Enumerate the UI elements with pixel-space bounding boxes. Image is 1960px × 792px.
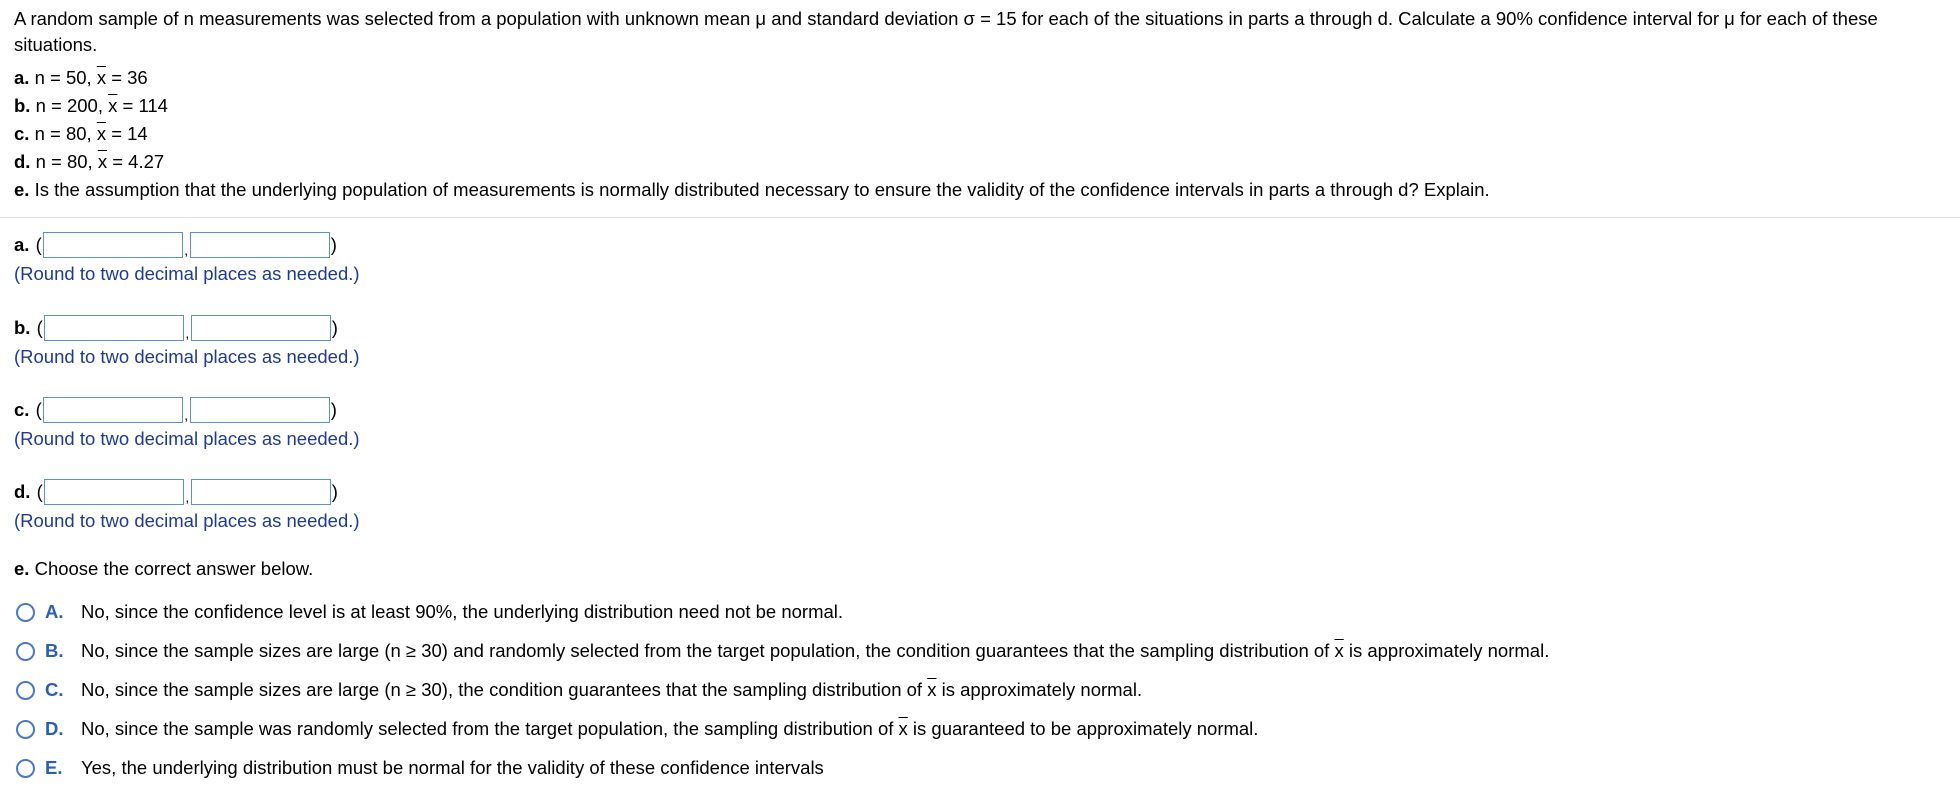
comma-separator: , bbox=[185, 325, 190, 341]
part-d-given bbox=[14, 148, 1944, 176]
choice-d-xbar: $\overline{x}$ bbox=[898, 718, 908, 739]
comma-separator: , bbox=[184, 407, 189, 423]
question-intro: A random sample of n measurements was selected from a population with unknown mean μ and standard deviation σ = 15 for each of the situations in parts a through d. Calculate a 90% confidence interval for μ for each of these situations. bbox=[14, 8, 1878, 55]
answer-a-label: a. bbox=[14, 234, 30, 255]
answer-c-upper-input[interactable] bbox=[190, 397, 330, 423]
part-c-label: c. bbox=[14, 123, 30, 144]
choice-c-text-pre: No, since the sample sizes are large (n ≥ 30), the condition guarantees that the sampling distribution of bbox=[81, 679, 928, 700]
question-parts bbox=[14, 64, 1944, 204]
close-paren: ) bbox=[331, 481, 338, 502]
close-paren: ) bbox=[330, 234, 337, 255]
choice-e[interactable] bbox=[16, 752, 824, 784]
open-paren: ( bbox=[36, 317, 43, 338]
part-d-n: n = 80, bbox=[35, 151, 98, 172]
part-b-label: b. bbox=[14, 95, 31, 116]
radio-button-icon[interactable] bbox=[16, 642, 35, 661]
comma-separator: , bbox=[185, 489, 190, 505]
part-e-text: Is the assumption that the underlying population of measurements is normally distributed necessary to ensure the validity of the confidence intervals in parts a through d? Explain. bbox=[34, 179, 1490, 200]
part-e-label: e. bbox=[14, 179, 30, 200]
answer-a bbox=[14, 228, 360, 286]
choice-e-text: Yes, the underlying distribution must be normal for the validity of these confidence intervals bbox=[81, 757, 824, 778]
section-divider bbox=[0, 217, 1960, 218]
part-c-given bbox=[14, 120, 1944, 148]
comma-separator: , bbox=[184, 242, 189, 258]
part-e-question bbox=[14, 176, 1944, 204]
answer-a-hint: (Round to two decimal places as needed.) bbox=[14, 263, 360, 284]
radio-button-icon[interactable] bbox=[16, 720, 35, 739]
choice-a[interactable] bbox=[16, 596, 843, 628]
choice-b-text-post: is approximately normal. bbox=[1343, 640, 1550, 661]
choice-a-text: No, since the confidence level is at least 90%, the underlying distribution need not be normal. bbox=[81, 601, 844, 622]
part-b-n: n = 200, bbox=[35, 95, 109, 116]
radio-button-icon[interactable] bbox=[16, 681, 35, 700]
part-e-choose-text: Choose the correct answer below. bbox=[34, 558, 314, 579]
choice-b-letter: B. bbox=[45, 640, 64, 661]
part-b-x: = 114 bbox=[117, 95, 168, 116]
part-e-answer-prompt bbox=[14, 556, 313, 582]
part-c-xbar: $\overline{x}$ bbox=[96, 123, 107, 144]
close-paren: ) bbox=[330, 399, 337, 420]
answer-b-hint: (Round to two decimal places as needed.) bbox=[14, 346, 360, 367]
answer-c-lower-input[interactable] bbox=[43, 397, 183, 423]
part-e-answer-label: e. bbox=[14, 558, 30, 579]
answer-a-lower-input[interactable] bbox=[43, 232, 183, 258]
answer-b-lower-input[interactable] bbox=[44, 315, 184, 341]
open-paren: ( bbox=[35, 234, 42, 255]
choice-b-xbar: $\overline{x}$ bbox=[1334, 640, 1344, 661]
answer-b-label: b. bbox=[14, 317, 31, 338]
part-a-given bbox=[14, 64, 1944, 92]
answer-d-upper-input[interactable] bbox=[191, 479, 331, 505]
part-b-given bbox=[14, 92, 1944, 120]
choice-a-letter: A. bbox=[45, 601, 64, 622]
choice-d-letter: D. bbox=[45, 718, 64, 739]
choice-d-text-pre: No, since the sample was randomly selected from the target population, the sampling distribution of bbox=[81, 718, 899, 739]
part-a-xbar: $\overline{x}$ bbox=[96, 67, 107, 88]
choice-d[interactable] bbox=[16, 713, 1258, 745]
answer-b-row bbox=[14, 311, 360, 345]
answer-c-row bbox=[14, 393, 360, 427]
answer-d-label: d. bbox=[14, 481, 31, 502]
answer-b-upper-input[interactable] bbox=[191, 315, 331, 341]
part-d-xbar: $\overline{x}$ bbox=[97, 151, 108, 172]
choice-c[interactable] bbox=[16, 674, 1142, 706]
choice-d-text-post: is guaranteed to be approximately normal. bbox=[907, 718, 1259, 739]
open-paren: ( bbox=[35, 399, 42, 420]
question-prompt bbox=[14, 6, 1944, 204]
answer-c-hint: (Round to two decimal places as needed.) bbox=[14, 428, 360, 449]
part-a-label: a. bbox=[14, 67, 30, 88]
close-paren: ) bbox=[331, 317, 338, 338]
choice-d-text bbox=[81, 718, 1258, 740]
radio-button-icon[interactable] bbox=[16, 603, 35, 622]
choice-e-letter: E. bbox=[45, 757, 63, 778]
choice-c-text-post: is approximately normal. bbox=[936, 679, 1143, 700]
answer-d-lower-input[interactable] bbox=[44, 479, 184, 505]
choice-b-text bbox=[81, 640, 1549, 662]
choice-b[interactable] bbox=[16, 635, 1549, 667]
part-c-x: = 14 bbox=[106, 123, 148, 144]
part-a-x: = 36 bbox=[106, 67, 148, 88]
answer-d-row bbox=[14, 475, 360, 509]
part-a-n: n = 50, bbox=[34, 67, 97, 88]
answer-d-hint: (Round to two decimal places as needed.) bbox=[14, 510, 360, 531]
answer-c bbox=[14, 393, 360, 451]
radio-button-icon[interactable] bbox=[16, 759, 35, 778]
answer-a-upper-input[interactable] bbox=[190, 232, 330, 258]
part-c-n: n = 80, bbox=[34, 123, 97, 144]
part-b-xbar: $\overline{x}$ bbox=[108, 95, 118, 116]
answer-c-label: c. bbox=[14, 399, 30, 420]
part-d-label: d. bbox=[14, 151, 31, 172]
choice-c-letter: C. bbox=[45, 679, 64, 700]
answer-b bbox=[14, 311, 360, 369]
choice-c-text bbox=[81, 679, 1142, 701]
open-paren: ( bbox=[36, 481, 43, 502]
choice-b-text-pre: No, since the sample sizes are large (n ≥ 30) and randomly selected from the target population, the condition guarantees that the sampling distribution of bbox=[81, 640, 1335, 661]
choice-c-xbar: $\overline{x}$ bbox=[927, 679, 937, 700]
answer-d bbox=[14, 475, 360, 533]
answer-a-row bbox=[14, 228, 360, 262]
part-d-x: = 4.27 bbox=[107, 151, 165, 172]
